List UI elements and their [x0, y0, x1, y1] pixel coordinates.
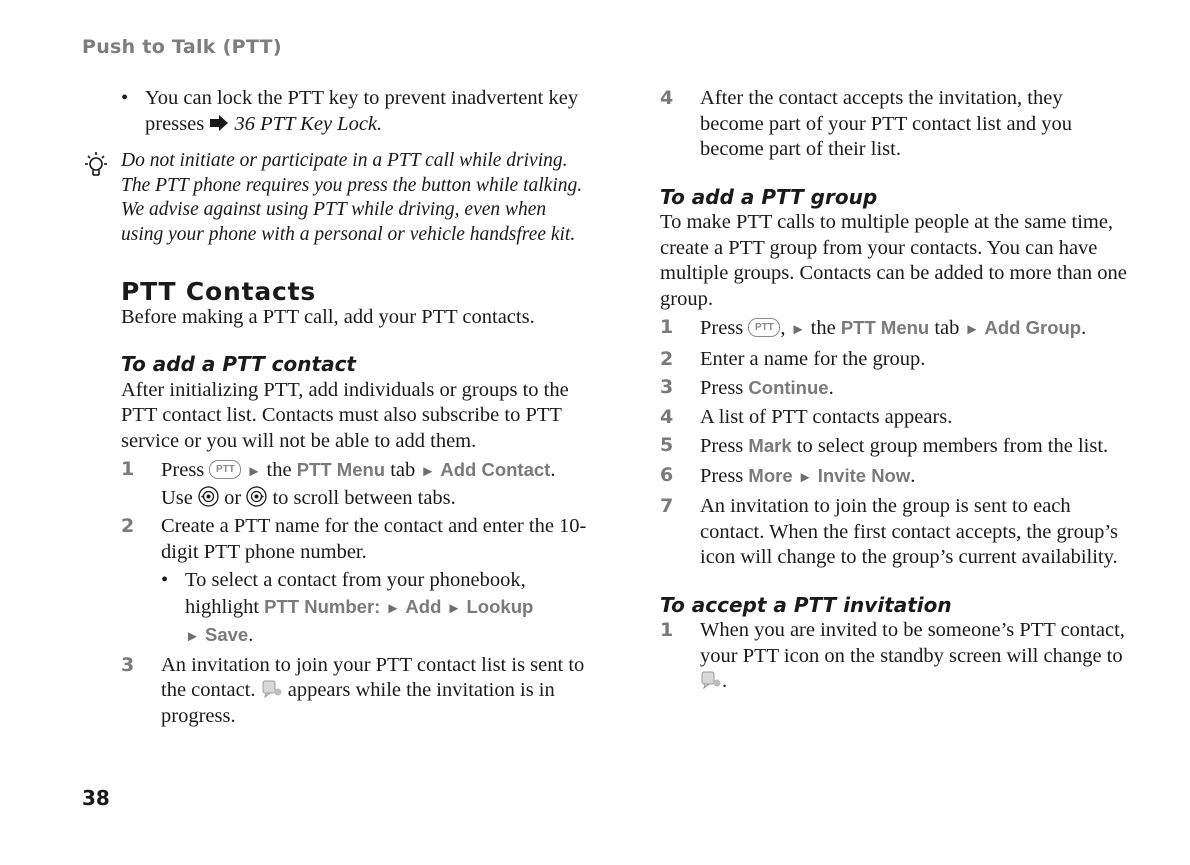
step-text: A list of PTT contacts appears. [700, 405, 953, 428]
step-text: Press [700, 377, 744, 399]
step-text: Enter a name for the group. [700, 347, 926, 370]
step-number: 7 [660, 495, 674, 517]
add-group-paragraph: To make PTT calls to multiple people at the same time, create a PTT group from your contacts. You can have multiple groups. Contacts can be added to more than one group. [660, 211, 1127, 310]
ptt-number-label: PTT Number: [264, 595, 381, 617]
tip-text: Do not initiate or participate in a PTT call while driving. The PTT phone requires you press the button while talking. We advise against using PTT while driving, even when using your phone with a personal or vehicle handsfree kit. [121, 150, 583, 245]
step-number: 2 [121, 515, 135, 537]
menu-arrow-icon: ► [964, 322, 980, 338]
menu-arrow-icon: ► [797, 469, 813, 486]
step-number: 6 [660, 463, 674, 486]
ptt-status-icon [261, 680, 283, 698]
navigation-key-icon [198, 486, 219, 507]
step-text: tab [390, 459, 416, 481]
phonebook-sub-bullet: • To select a contact from your phonebook, highlight PTT Number: ► Add ► Lookup ► Save. [161, 569, 534, 646]
add-group-label: Add Group [984, 317, 1082, 338]
group-step-2 [660, 347, 1130, 373]
step-text: Press [161, 459, 205, 481]
group-step-1: 1 Press PTT , ► the PTT Menu tab ► Add Group. [660, 316, 1087, 339]
section-title: PTT Contacts [121, 277, 317, 306]
menu-arrow-icon: ► [185, 629, 200, 645]
lookup-label: Lookup [466, 595, 534, 617]
step-number: 3 [121, 653, 135, 676]
more-label: More [748, 464, 793, 486]
save-label: Save [204, 624, 249, 645]
page-header: Push to Talk (PTT) [82, 36, 282, 58]
ptt-key-icon: PTT [748, 318, 780, 337]
step-2 [121, 514, 591, 651]
group-step-3: 3 Press Continue. [660, 376, 834, 399]
step-text: To select a contact from your phonebook, highlight [185, 569, 526, 618]
ptt-key-lock-bullet [121, 86, 591, 137]
page-number: 38 [82, 786, 110, 810]
ptt-key-icon: PTT [209, 460, 241, 479]
step-text: Press [700, 435, 744, 457]
accept-step-1: 1 When you are invited to be someone’s PTT contact, your PTT icon on the standby screen will change to . [660, 619, 1125, 692]
add-contact-paragraph: After initializing PTT, add individuals or groups to the PTT contact list. Contacts must also subscribe to PTT service or you will not be able to add them. [121, 378, 569, 452]
group-step-4 [660, 405, 1130, 431]
right-column [660, 86, 1130, 695]
step-3 [121, 653, 591, 730]
step-number: 1 [121, 458, 135, 480]
accept-invitation-heading: To accept a PTT invitation [660, 592, 952, 617]
step-text: Press [700, 464, 744, 487]
arrow-right-icon [209, 115, 229, 131]
step-text: Use [161, 486, 193, 509]
section-intro: Before making a PTT call, add your PTT contacts. [121, 305, 535, 328]
mark-label: Mark [748, 435, 792, 456]
menu-arrow-icon: ► [246, 464, 262, 480]
step-text: When you are invited to be someone’s PTT contact, your PTT icon on the standby screen will change to [700, 619, 1125, 667]
step-text: to select group members from the list. [796, 435, 1109, 457]
step-number: 4 [660, 405, 674, 428]
step-text: the [810, 317, 836, 339]
group-step-7 [660, 494, 1130, 571]
step-number: 1 [660, 619, 674, 641]
ptt-status-icon [700, 671, 722, 689]
menu-arrow-icon: ► [446, 600, 462, 617]
add-label: Add [405, 595, 442, 617]
menu-arrow-icon: ► [420, 464, 436, 480]
add-group-heading: To add a PTT group [660, 184, 878, 209]
add-contact-label: Add Contact [440, 459, 551, 480]
step-number: 3 [660, 376, 674, 398]
step-text: or [224, 486, 242, 509]
step-text: An invitation to join the group is sent to each contact. When the first contact accepts, the group’s icon will change to the group’s current availability. [700, 495, 1119, 568]
step-text: to scroll between tabs. [272, 486, 456, 509]
navigation-key-icon [246, 486, 267, 507]
lightbulb-icon [83, 151, 109, 179]
bullet-text: You can lock the PTT key to prevent inadvertent key presses [145, 87, 579, 135]
step-number: 5 [660, 434, 674, 456]
bullet-dot: • [161, 569, 169, 591]
step-text: the [266, 459, 292, 481]
left-column [121, 86, 591, 729]
step-text: Press [700, 317, 744, 339]
ptt-menu-label: PTT Menu [840, 317, 930, 338]
step-text: appears while the invitation is in progress. [161, 679, 555, 727]
group-step-5 [660, 433, 1130, 460]
continue-label: Continue [748, 377, 829, 398]
step-4 [660, 86, 1130, 163]
menu-arrow-icon: ► [385, 600, 401, 617]
group-step-6: 6 Press More ► Invite Now. [660, 463, 916, 487]
invite-now-label: Invite Now [817, 464, 911, 486]
ptt-menu-label: PTT Menu [296, 459, 386, 480]
step-1: 1 Press PTT ► the PTT Menu tab ► Add Contact. Use or to scroll between tabs. [121, 458, 556, 509]
bullet-dot: • [121, 87, 129, 109]
step-text: After the contact accepts the invitation, they become part of your PTT contact list and you become part of their list. [700, 87, 1072, 160]
step-number: 2 [660, 347, 674, 370]
step-number: 1 [660, 316, 674, 338]
step-text: An invitation to join your PTT contact list is sent to the contact. [161, 653, 585, 701]
menu-arrow-icon: ► [790, 322, 806, 338]
driving-tip [121, 149, 591, 247]
cross-reference-link[interactable]: 36 PTT Key Lock. [234, 112, 383, 135]
step-text: tab [934, 317, 960, 339]
step-number: 4 [660, 87, 674, 109]
add-contact-heading: To add a PTT contact [121, 352, 356, 376]
step-text: Create a PTT name for the contact and enter the 10-digit PTT phone number. [161, 515, 587, 563]
